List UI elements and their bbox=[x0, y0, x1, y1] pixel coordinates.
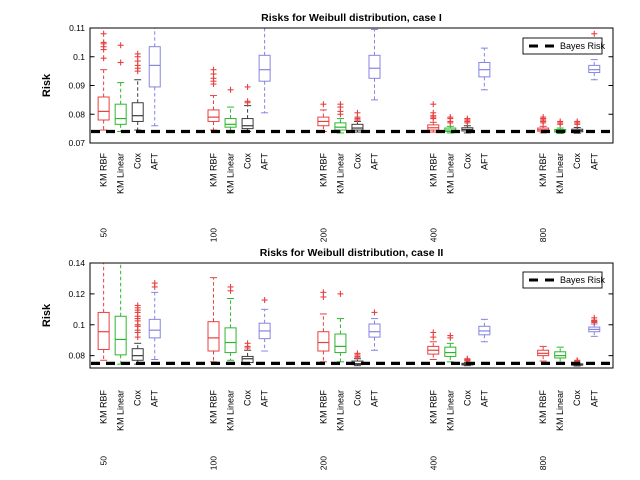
boxplot-box bbox=[428, 101, 439, 132]
y-tick-label: 0.09 bbox=[68, 80, 85, 91]
boxplot-box bbox=[352, 110, 363, 132]
boxplot-box bbox=[318, 289, 329, 361]
x-tick-method-label: KM Linear bbox=[335, 153, 346, 195]
x-tick-method-label: KM Linear bbox=[555, 153, 566, 195]
x-tick-method-label: Cox bbox=[132, 153, 143, 170]
x-tick-method-label: AFT bbox=[589, 390, 600, 407]
x-tick-method-label: KM Linear bbox=[335, 390, 346, 432]
boxplot-box bbox=[369, 29, 380, 99]
outlier-marker bbox=[101, 39, 107, 45]
boxplot-box bbox=[589, 315, 600, 337]
outlier-marker bbox=[228, 284, 234, 290]
x-tick-method-label: Cox bbox=[572, 390, 583, 407]
subplot-case1-title: Risks for Weibull distribution, case I bbox=[261, 12, 442, 24]
boxplot-box bbox=[538, 346, 549, 361]
x-tick-method-label: Cox bbox=[242, 390, 253, 407]
boxplot-box bbox=[98, 31, 109, 130]
x-tick-method-label: KM RBF bbox=[428, 390, 439, 425]
x-tick-samplesize-label: 200 bbox=[318, 228, 329, 243]
subplot-case1-legend bbox=[523, 38, 606, 54]
x-tick-method-label: Cox bbox=[132, 390, 143, 407]
x-tick-method-label: AFT bbox=[259, 153, 270, 170]
outlier-marker bbox=[101, 55, 107, 61]
x-tick-samplesize-label: 100 bbox=[208, 456, 219, 471]
x-tick-method-label: AFT bbox=[479, 153, 490, 170]
x-tick-method-label: KM RBF bbox=[538, 390, 549, 425]
outlier-marker bbox=[320, 101, 326, 107]
boxplot-box bbox=[318, 101, 329, 131]
x-tick-method-label: KM Linear bbox=[555, 390, 566, 432]
outlier-marker bbox=[430, 110, 436, 116]
outlier-marker bbox=[337, 101, 343, 107]
x-tick-method-label: KM Linear bbox=[115, 390, 126, 432]
x-tick-method-label: KM Linear bbox=[225, 390, 236, 432]
x-tick-method-label: KM RBF bbox=[318, 153, 329, 188]
x-tick-samplesize-label: 400 bbox=[428, 456, 439, 471]
outlier-marker bbox=[228, 87, 234, 93]
y-tick-label: 0.08 bbox=[68, 109, 85, 120]
outlier-marker bbox=[245, 84, 251, 90]
outlier-marker bbox=[118, 42, 124, 48]
outlier-marker bbox=[354, 350, 360, 356]
outlier-marker bbox=[447, 114, 453, 120]
x-tick-method-label: Cox bbox=[242, 152, 253, 170]
boxplot-box bbox=[132, 302, 143, 364]
y-tick-label: 0.1 bbox=[73, 51, 85, 62]
outlier-marker bbox=[337, 291, 343, 297]
outlier-marker bbox=[262, 297, 268, 303]
subplot-case2-y-axis-label: Risk bbox=[41, 303, 53, 328]
x-tick-samplesize-label: 400 bbox=[428, 228, 439, 243]
x-tick-method-label: Cox bbox=[462, 153, 473, 170]
x-tick-method-label: Cox bbox=[572, 153, 583, 170]
subplot-case2-legend bbox=[523, 272, 606, 288]
outlier-marker bbox=[430, 101, 436, 107]
x-tick-method-label: KM RBF bbox=[428, 153, 439, 188]
boxplot-box bbox=[115, 258, 126, 365]
outlier-marker bbox=[574, 118, 580, 124]
x-tick-method-label: KM Linear bbox=[115, 153, 126, 195]
outlier-marker bbox=[135, 51, 141, 57]
boxplot-box bbox=[479, 48, 490, 90]
x-tick-method-label: KM RBF bbox=[98, 153, 109, 188]
boxplot-box bbox=[428, 329, 439, 359]
subplot-case2 bbox=[41, 247, 613, 470]
subplot-case1 bbox=[41, 12, 613, 242]
outlier-marker bbox=[464, 116, 470, 122]
x-tick-method-label: KM Linear bbox=[445, 390, 456, 432]
boxplot-box bbox=[369, 309, 380, 350]
boxplot-box bbox=[335, 291, 346, 362]
x-tick-method-label: Cox bbox=[352, 153, 363, 170]
outlier-marker bbox=[320, 289, 326, 295]
boxplot-box bbox=[242, 340, 253, 364]
x-tick-method-label: KM Linear bbox=[445, 153, 456, 195]
legend-label: Bayes Risk bbox=[560, 41, 606, 52]
x-tick-method-label: KM RBF bbox=[98, 390, 109, 425]
outlier-marker bbox=[211, 67, 217, 73]
outlier-marker bbox=[118, 60, 124, 66]
boxplot-box bbox=[259, 24, 270, 113]
boxplot-box bbox=[149, 280, 160, 359]
boxplot-box bbox=[149, 24, 160, 126]
x-tick-samplesize-label: 800 bbox=[538, 456, 549, 471]
boxplot-box bbox=[242, 84, 253, 132]
x-tick-method-label: AFT bbox=[149, 390, 160, 407]
x-tick-samplesize-label: 50 bbox=[98, 228, 109, 238]
boxplot-box bbox=[479, 319, 490, 341]
outlier-marker bbox=[540, 114, 546, 120]
boxplot-box bbox=[208, 67, 219, 130]
x-tick-samplesize-label: 800 bbox=[538, 228, 549, 243]
y-tick-label: 0.11 bbox=[69, 23, 85, 33]
boxplot-box bbox=[335, 101, 346, 133]
x-tick-method-label: AFT bbox=[479, 390, 490, 407]
y-tick-label: 0.07 bbox=[68, 138, 85, 148]
boxplot-box bbox=[445, 333, 456, 362]
x-tick-method-label: KM RBF bbox=[208, 390, 219, 425]
outlier-marker bbox=[430, 329, 436, 335]
x-tick-method-label: AFT bbox=[369, 153, 380, 170]
legend-label: Bayes Risk bbox=[560, 275, 606, 286]
x-tick-method-label: KM RBF bbox=[538, 153, 549, 188]
y-tick-label: 0.12 bbox=[68, 288, 85, 299]
y-tick-label: 0.08 bbox=[68, 350, 85, 361]
boxplot-box bbox=[259, 297, 270, 351]
outlier-marker bbox=[371, 309, 377, 315]
x-tick-method-label: AFT bbox=[259, 390, 270, 407]
outlier-marker bbox=[245, 340, 251, 346]
x-tick-method-label: Cox bbox=[462, 390, 473, 407]
outlier-marker bbox=[245, 98, 251, 104]
boxplot-box bbox=[132, 51, 143, 130]
x-tick-samplesize-label: 100 bbox=[208, 228, 219, 243]
outlier-marker bbox=[591, 31, 597, 37]
x-tick-method-label: KM RBF bbox=[318, 390, 329, 425]
y-tick-label: 0.1 bbox=[73, 319, 85, 330]
outlier-marker bbox=[557, 118, 563, 124]
x-tick-method-label: AFT bbox=[369, 390, 380, 407]
boxplot-box bbox=[225, 284, 236, 360]
boxplot-box bbox=[98, 258, 109, 361]
x-tick-method-label: Cox bbox=[352, 390, 363, 407]
x-tick-samplesize-label: 50 bbox=[98, 456, 109, 466]
boxplot-box bbox=[208, 278, 219, 362]
subplot-case1-y-axis-label: Risk bbox=[41, 73, 53, 98]
x-tick-method-label: KM RBF bbox=[208, 153, 219, 188]
x-tick-method-label: AFT bbox=[589, 153, 600, 170]
y-tick-label: 0.14 bbox=[68, 258, 85, 268]
subplot-case2-title: Risks for Weibull distribution, case II bbox=[259, 247, 444, 259]
boxplot-box bbox=[555, 347, 566, 362]
boxplot-box bbox=[225, 87, 236, 133]
outlier-marker bbox=[354, 110, 360, 116]
x-tick-samplesize-label: 200 bbox=[318, 456, 329, 471]
outlier-marker bbox=[152, 280, 158, 286]
boxplot-box bbox=[115, 42, 126, 131]
x-tick-method-label: AFT bbox=[149, 153, 160, 170]
outlier-marker bbox=[101, 31, 107, 37]
x-tick-method-label: KM Linear bbox=[225, 152, 236, 195]
